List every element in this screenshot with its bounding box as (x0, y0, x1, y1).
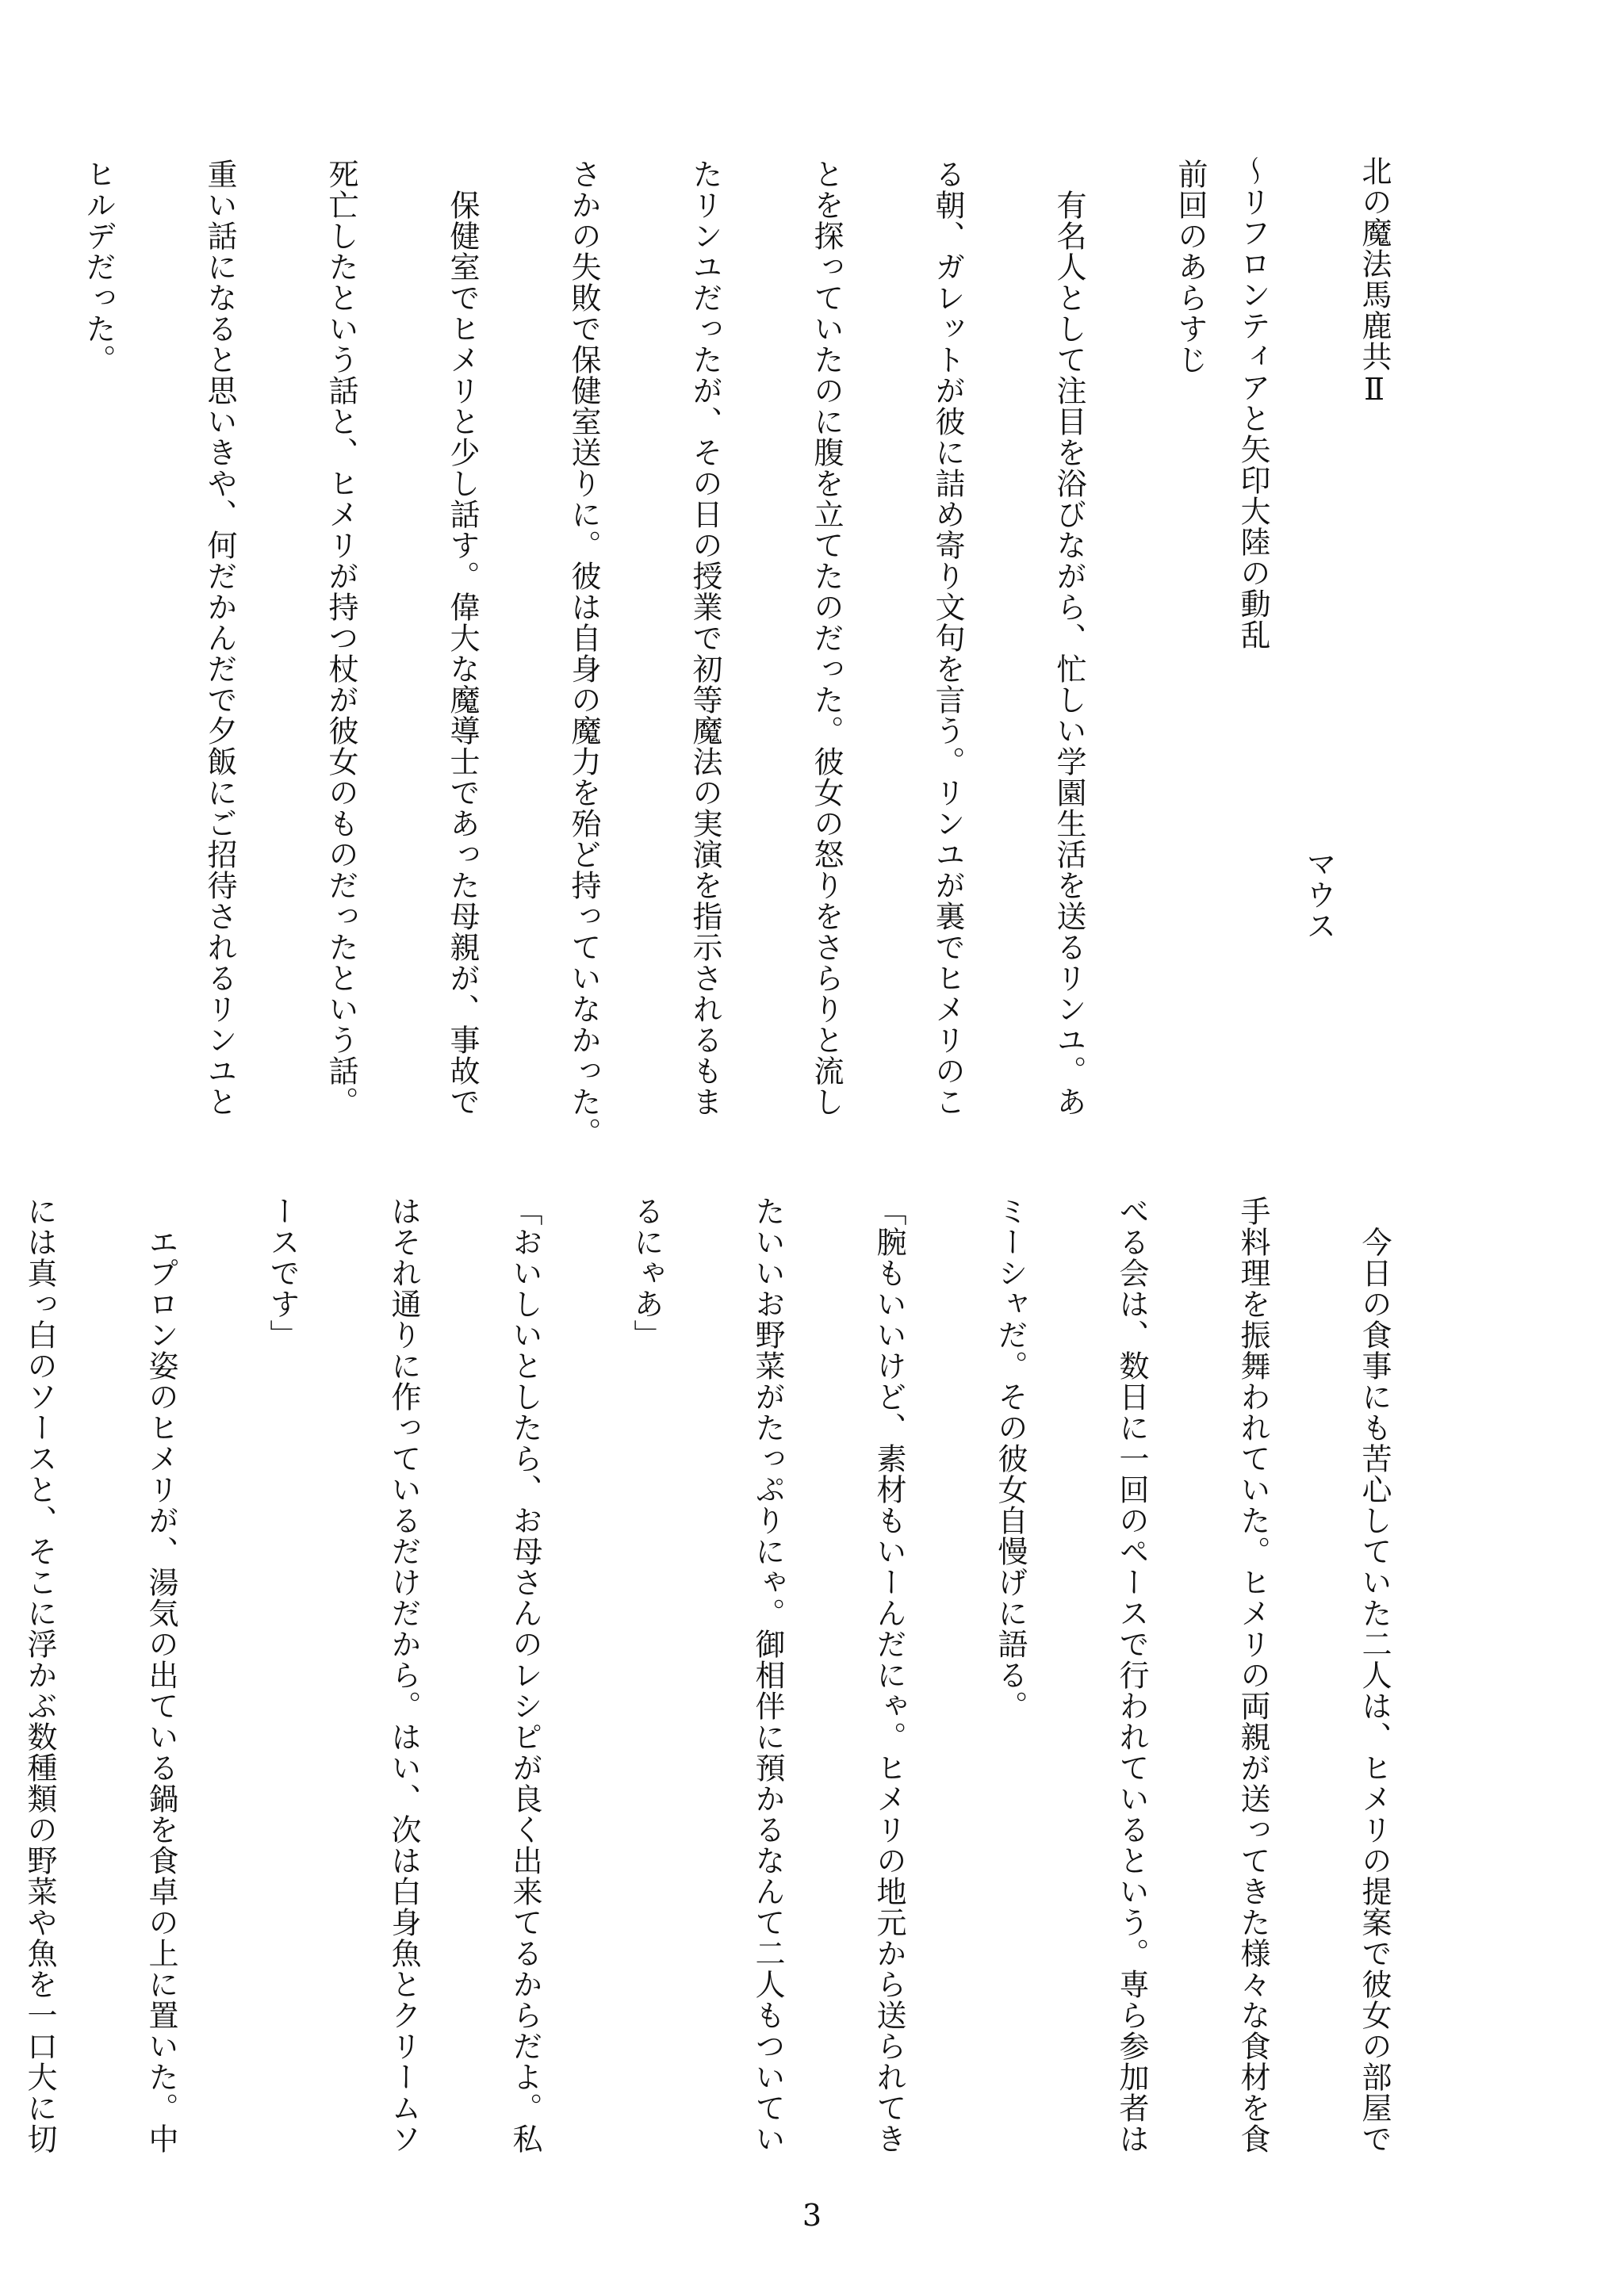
story-subtitle: 〜リフロンティアと矢印大陸の動乱 (1235, 155, 1270, 650)
text-line: さかの失敗で保健室送りに。彼は自身の魔力を殆ど持っていなかった。 (566, 159, 601, 1148)
text-line: たリンユだったが、その日の授業で初等魔法の実演を指示されるもま (688, 159, 722, 1117)
text-line: 今日の食事にも苦心していた二人は、ヒメリの提案で彼女の部屋で (1357, 1196, 1392, 2154)
text-line: 保健室でヒメリと少し話す。偉大な魔導士であった母親が、事故で (445, 159, 480, 1117)
text-line: るにゃあ」 (629, 1196, 664, 1350)
text-line: はそれ通りに作っているだけだから。はい、次は白身魚とクリームソ (386, 1196, 421, 2154)
text-line: とを探っていたのに腹を立てたのだった。彼女の怒りをさらりと流し (809, 159, 844, 1117)
text-line: べる会は、数日に一回のペースで行われているという。専ら参加者は (1114, 1196, 1149, 2154)
text-line: 有名人として注目を浴びながら、忙しい学園生活を送るリンユ。あ (1051, 159, 1086, 1117)
top-text-section (0, 159, 1291, 1150)
text-line: 「腕もいいけど、素材もいーんだにゃ。ヒメリの地元から送られてき (871, 1196, 906, 2154)
text-line: 死亡したという話と、ヒメリが持つ杖が彼女のものだったという話。 (324, 159, 358, 1117)
text-line: エプロン姿のヒメリが、湯気の出ている鍋を食卓の上に置いた。中 (144, 1196, 178, 2154)
text-line: 重い話になると思いきや、何だかんだで夕飯にご招待されるリンユと (202, 159, 237, 1117)
text-line: ミーシャだ。その彼女自慢げに語る。 (993, 1196, 1028, 1721)
text-line: る朝、ガレットが彼に詰め寄り文句を言う。リンユが裏でヒメリのこ (930, 159, 965, 1117)
text-line: 「おいしいとしたら、お母さんのレシピが良く出来てるからだよ。私 (508, 1196, 542, 2154)
story-title: 北の魔法馬鹿共Ⅱ (1357, 155, 1392, 408)
text-line: には真っ白のソースと、そこに浮かぶ数種類の野菜や魚を一口大に切 (22, 1196, 57, 2154)
page-number: 3 (802, 2198, 822, 2233)
text-line: ースです」 (265, 1196, 300, 1350)
bottom-text-section (0, 1196, 1475, 2187)
text-line: たいいお野菜がたっぷりにゃ。御相伴に預かるなんて二人もついてい (750, 1196, 785, 2154)
text-line: 手料理を振舞われていた。ヒメリの両親が送ってきた様々な食材を食 (1235, 1196, 1270, 2154)
author-name: マウス (1301, 848, 1336, 941)
text-line: ヒルデだった。 (81, 159, 116, 375)
text-line: 前回のあらすじ (1173, 159, 1208, 375)
